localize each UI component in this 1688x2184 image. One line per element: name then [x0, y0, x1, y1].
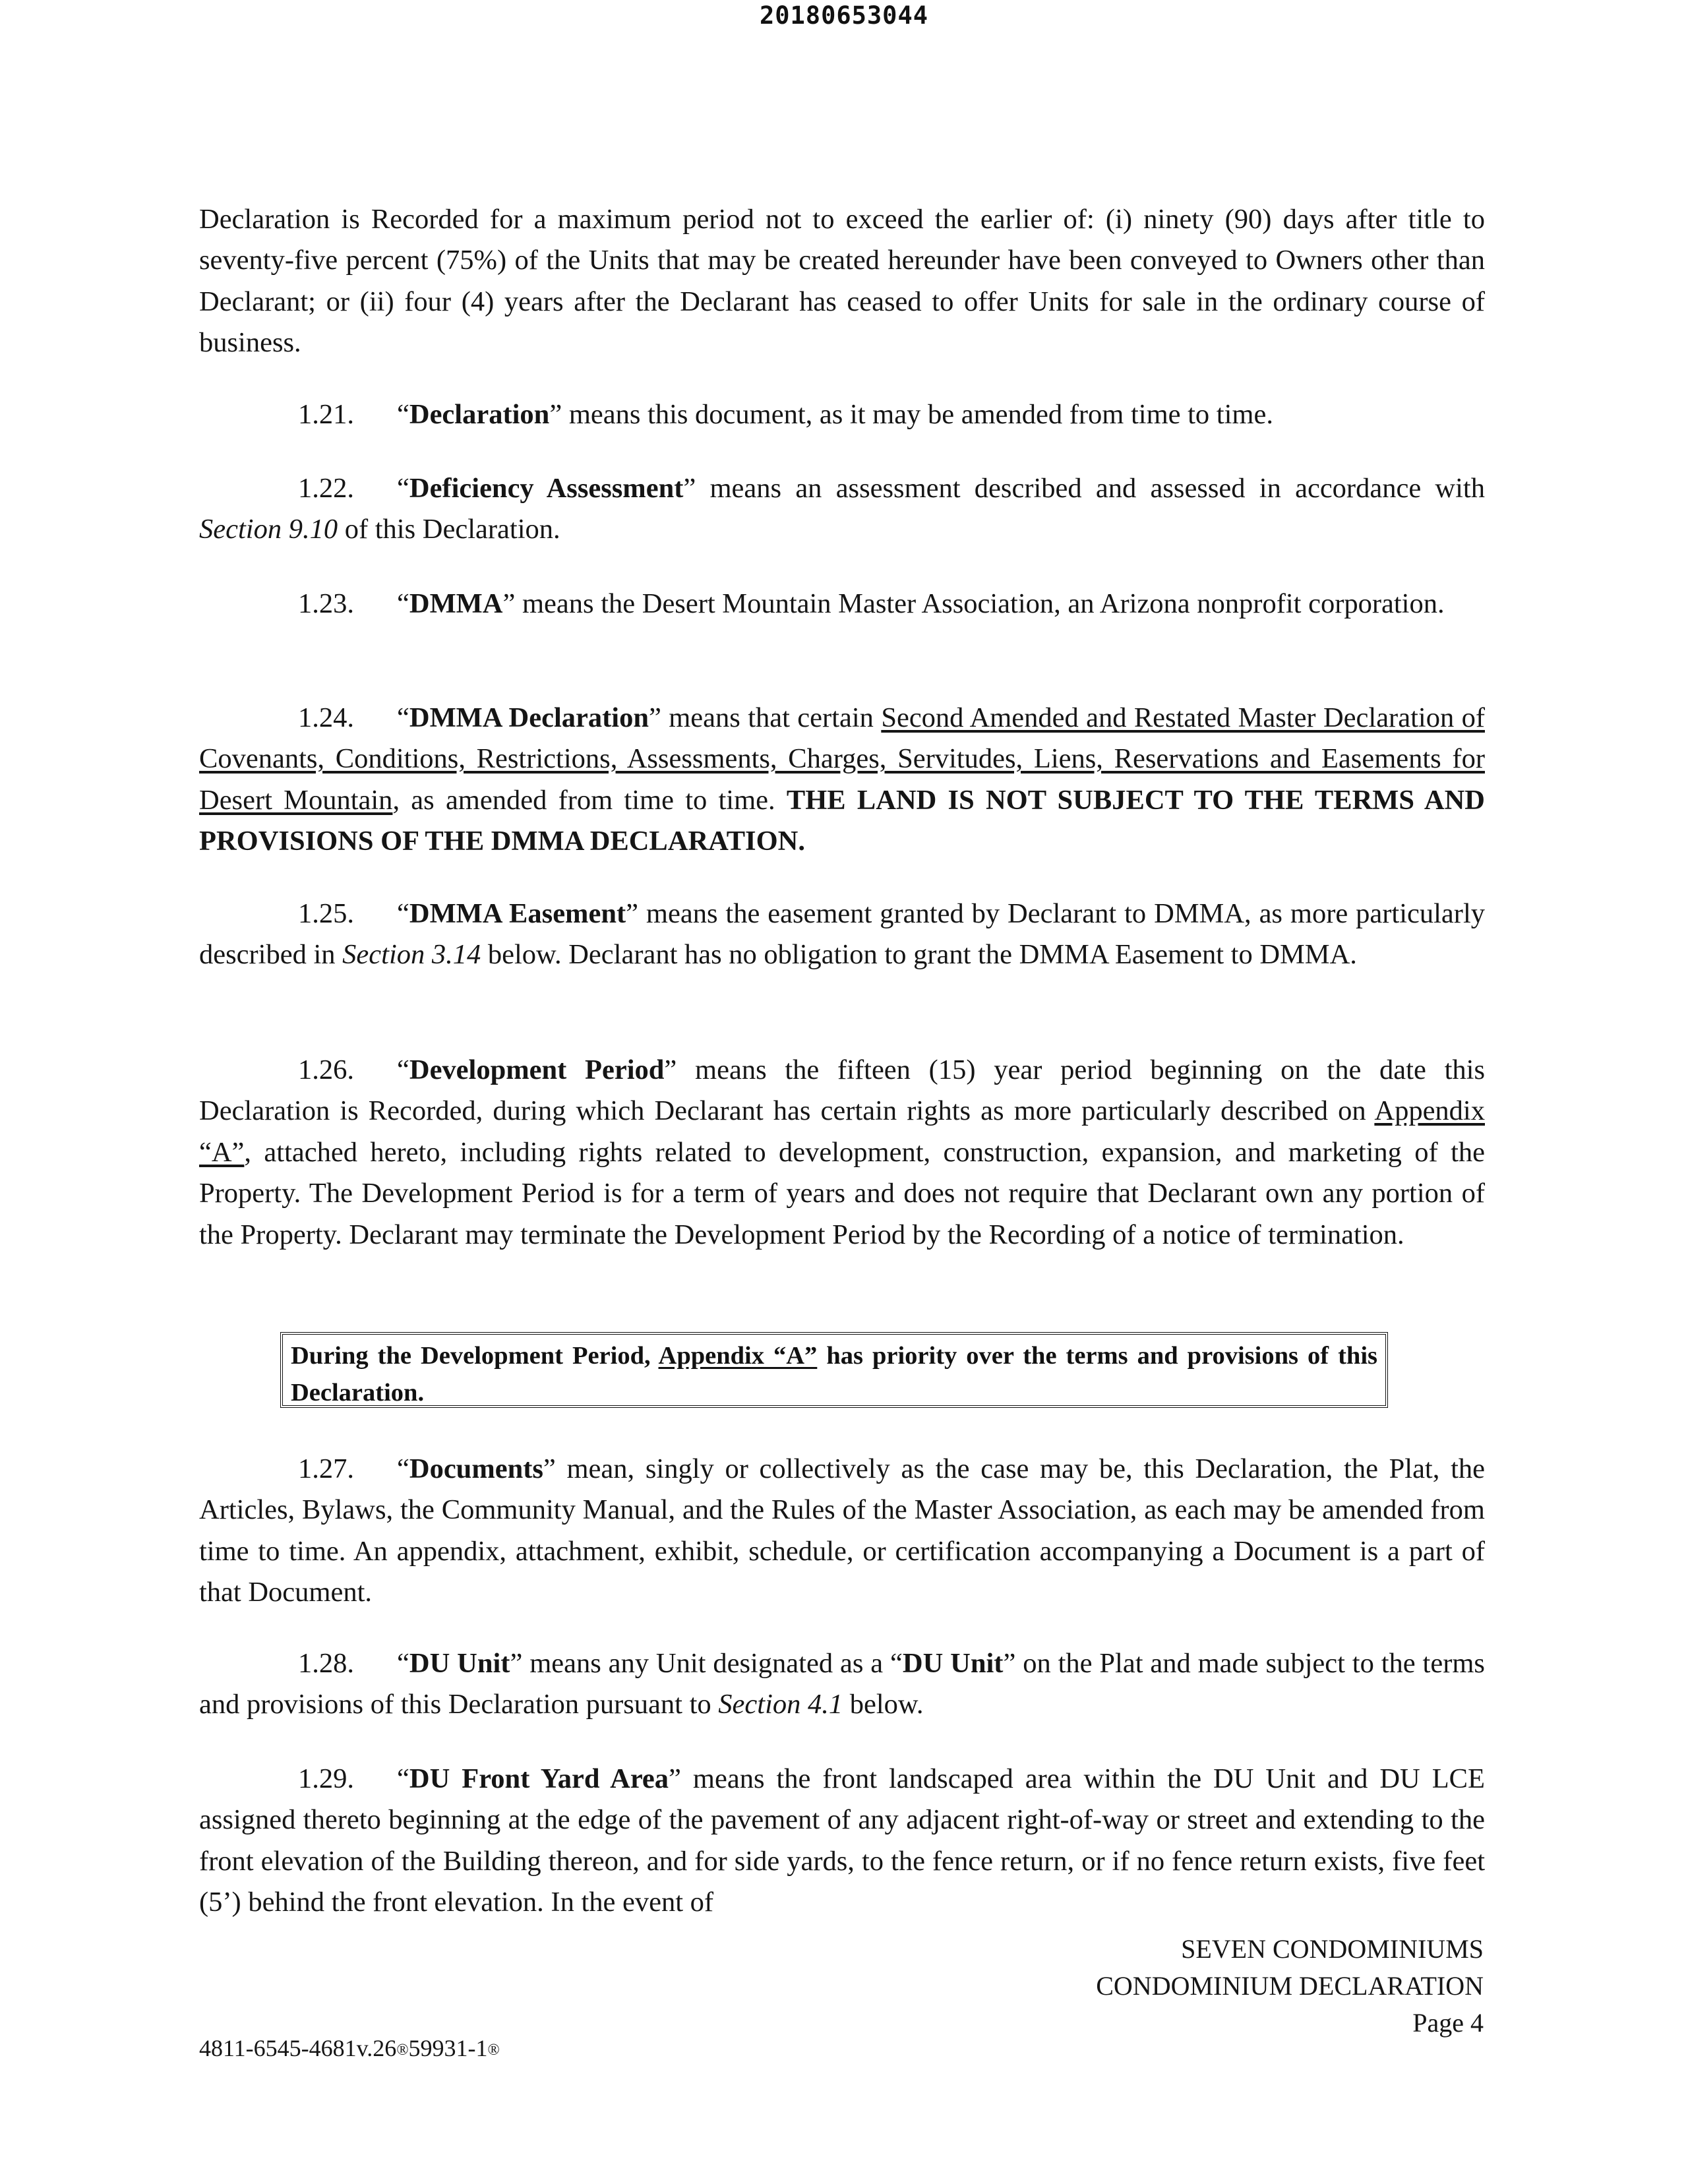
- defined-term: Documents: [409, 1453, 543, 1484]
- defined-term: DMMA Easement: [409, 898, 626, 929]
- section-1-24: 1.24. “DMMA Declaration” means that certain Second Amended and Restated Master Declaration of Covenants, Conditions, Restrictions, Assessments, Charges, Servitudes, Liens, Reservations and Easements for Desert Mountain, as amended from time to time. THE LAND IS NOT SUBJECT TO THE TERMS AND PROVISIONS OF THE DMMA DECLARATION.: [199, 698, 1485, 863]
- footer-project-name: SEVEN CONDOMINIUMS: [1181, 1934, 1484, 1964]
- page-number: Page 4: [1412, 2008, 1484, 2038]
- section-1-29: 1.29. “DU Front Yard Area” means the front landscaped area within the DU Unit and DU LCE assigned thereto beginning at the edge of the pavement of any adjacent right-of-way or street and extending to the front elevation of the Building thereon, and for side yards, to the fence return, or if no fence return exists, five feet (5’) behind the front elevation. In the event of: [199, 1759, 1485, 1924]
- defined-term: DU Unit: [409, 1648, 510, 1679]
- section-number: 1.22.: [298, 473, 354, 504]
- section-number: 1.21.: [298, 399, 354, 430]
- section-number: 1.26.: [298, 1054, 354, 1085]
- quote-open: “: [397, 399, 409, 430]
- definition-text: means this document, as it may be amended from time to time.: [562, 399, 1273, 430]
- record-number: 20180653044: [759, 1, 929, 30]
- definition-text: means any Unit designated as a: [522, 1648, 890, 1679]
- definition-text: means the easement granted by Declarant to DMMA, as more particularly described in: [199, 898, 1485, 971]
- section-number: 1.27.: [298, 1453, 354, 1484]
- section-number: 1.23.: [298, 588, 354, 619]
- section-1-21: [199, 394, 1485, 435]
- definition-text: means the front landscaped area within the DU Unit and DU LCE assigned thereto beginning at the edge of the pavement of any adjacent right-of-way or street and extending to the front elevation of the Building thereon, and for side yards, to the fence return, or if no fence return exists, five feet (5’) behind the front elevation. In the event of: [199, 1763, 1485, 1918]
- section-number: 1.25.: [298, 898, 354, 929]
- bold-notice: THE LAND IS NOT SUBJECT TO THE TERMS AND PROVISIONS OF THE DMMA DECLARATION.: [199, 784, 1485, 857]
- definition-text: mean, singly or collectively as the case may be, this Declaration, the Plat, the Articles, Bylaws, the Community Manual, and the Rules of the Master Association, as each may be amended from time to time. An appendix, attachment, exhibit, schedule, or certification accompanying a Document is a part of that Document.: [199, 1453, 1485, 1608]
- notice-text: During the Development Period, Appendix “A” has priority over the terms and provisions of this Declaration.: [291, 1342, 1377, 1407]
- definition-text: means an assessment described and assessed in accordance with: [696, 473, 1485, 504]
- footer-document-name: CONDOMINIUM DECLARATION: [1096, 1971, 1484, 2001]
- section-1-28: 1.28. “DU Unit” means any Unit designated as a “DU Unit” on the Plat and made subject to the terms and provisions of this Declaration pursuant to Section 4.1 below.: [199, 1643, 1485, 1726]
- appendix-reference: Appendix “A”: [199, 1095, 1485, 1168]
- section-1-26: 1.26. “Development Period” means the fifteen (15) year period beginning on the date this Declaration is Recorded, during which Declarant has certain rights as more particularly described on Appendix “A”, attached hereto, including rights related to development, construction, expansion, and marketing of the Property. The Development Period is for a term of years and does not require that Declarant own any portion of the Property. Declarant may terminate the Development Period by the Recording of a notice of termination.: [199, 1050, 1485, 1256]
- defined-term: Declaration: [409, 399, 550, 430]
- section-1-23: 1.23. “DMMA” means the Desert Mountain Master Association, an Arizona nonprofit corporation.: [199, 584, 1485, 624]
- registered-mark-icon: ®: [396, 2042, 409, 2059]
- intro-text: Declaration is Recorded for a maximum period not to exceed the earlier of: (i) ninety (90) days after title to seventy-five percent (75%) of the Units that may be created hereunder have been conveyed to Owners other than Declarant; or (ii) four (4) years after the Declarant has ceased to offer Units for sale in the ordinary course of business.: [199, 204, 1485, 359]
- defined-term: DMMA: [409, 588, 503, 619]
- defined-term: Development Period: [409, 1054, 665, 1085]
- section-number: 1.29.: [298, 1763, 354, 1794]
- quote-close: ”: [549, 399, 562, 430]
- section-1-27: 1.27. “Documents” mean, singly or collectively as the case may be, this Declaration, the Plat, the Articles, Bylaws, the Community Manual, and the Rules of the Master Association, as each may be amended from time to time. An appendix, attachment, exhibit, schedule, or certification accompanying a Document is a part of that Document.: [199, 1449, 1485, 1614]
- intro-paragraph: [199, 199, 1485, 364]
- section-reference: Section 3.14: [342, 939, 481, 971]
- notice-box: [280, 1332, 1388, 1408]
- section-reference: Section 4.1: [718, 1689, 843, 1720]
- section-1-22: 1.22. “Deficiency Assessment” means an assessment described and assessed in accordance with Section 9.10 of this Declaration.: [199, 468, 1485, 551]
- section-number: 1.24.: [298, 702, 354, 733]
- defined-term: DMMA Declaration: [409, 702, 649, 733]
- registered-mark-icon: ®: [487, 2042, 500, 2059]
- section-1-25: 1.25. “DMMA Easement” means the easement granted by Declarant to DMMA, as more particularly described in Section 3.14 below. Declarant has no obligation to grant the DMMA Easement to DMMA.: [199, 894, 1485, 976]
- defined-term: Deficiency Assessment: [409, 473, 684, 504]
- document-title: Second Amended and Restated Master Declaration of Covenants, Conditions, Restrictions, Assessments, Charges, Servitudes, Liens, Reservations and Easements for Desert Mountain: [199, 702, 1485, 816]
- defined-term-repeat: DU Unit: [902, 1648, 1004, 1679]
- footer-doc-id: 4811-6545-4681v.26®59931-1®: [199, 2035, 500, 2061]
- section-number: 1.28.: [298, 1648, 354, 1679]
- section-reference: Section 9.10: [199, 514, 338, 545]
- defined-term: DU Front Yard Area: [409, 1763, 669, 1794]
- appendix-reference: Appendix “A”: [658, 1342, 818, 1370]
- footer-right: [1096, 1931, 1484, 2042]
- definition-text: means the Desert Mountain Master Association, an Arizona nonprofit corporation.: [515, 588, 1445, 619]
- definition-text: means that certain: [661, 702, 882, 733]
- definition-text: means the fifteen (15) year period beginning on the date this Declaration is Recorded, during which Declarant has certain rights as more particularly described on: [199, 1054, 1485, 1127]
